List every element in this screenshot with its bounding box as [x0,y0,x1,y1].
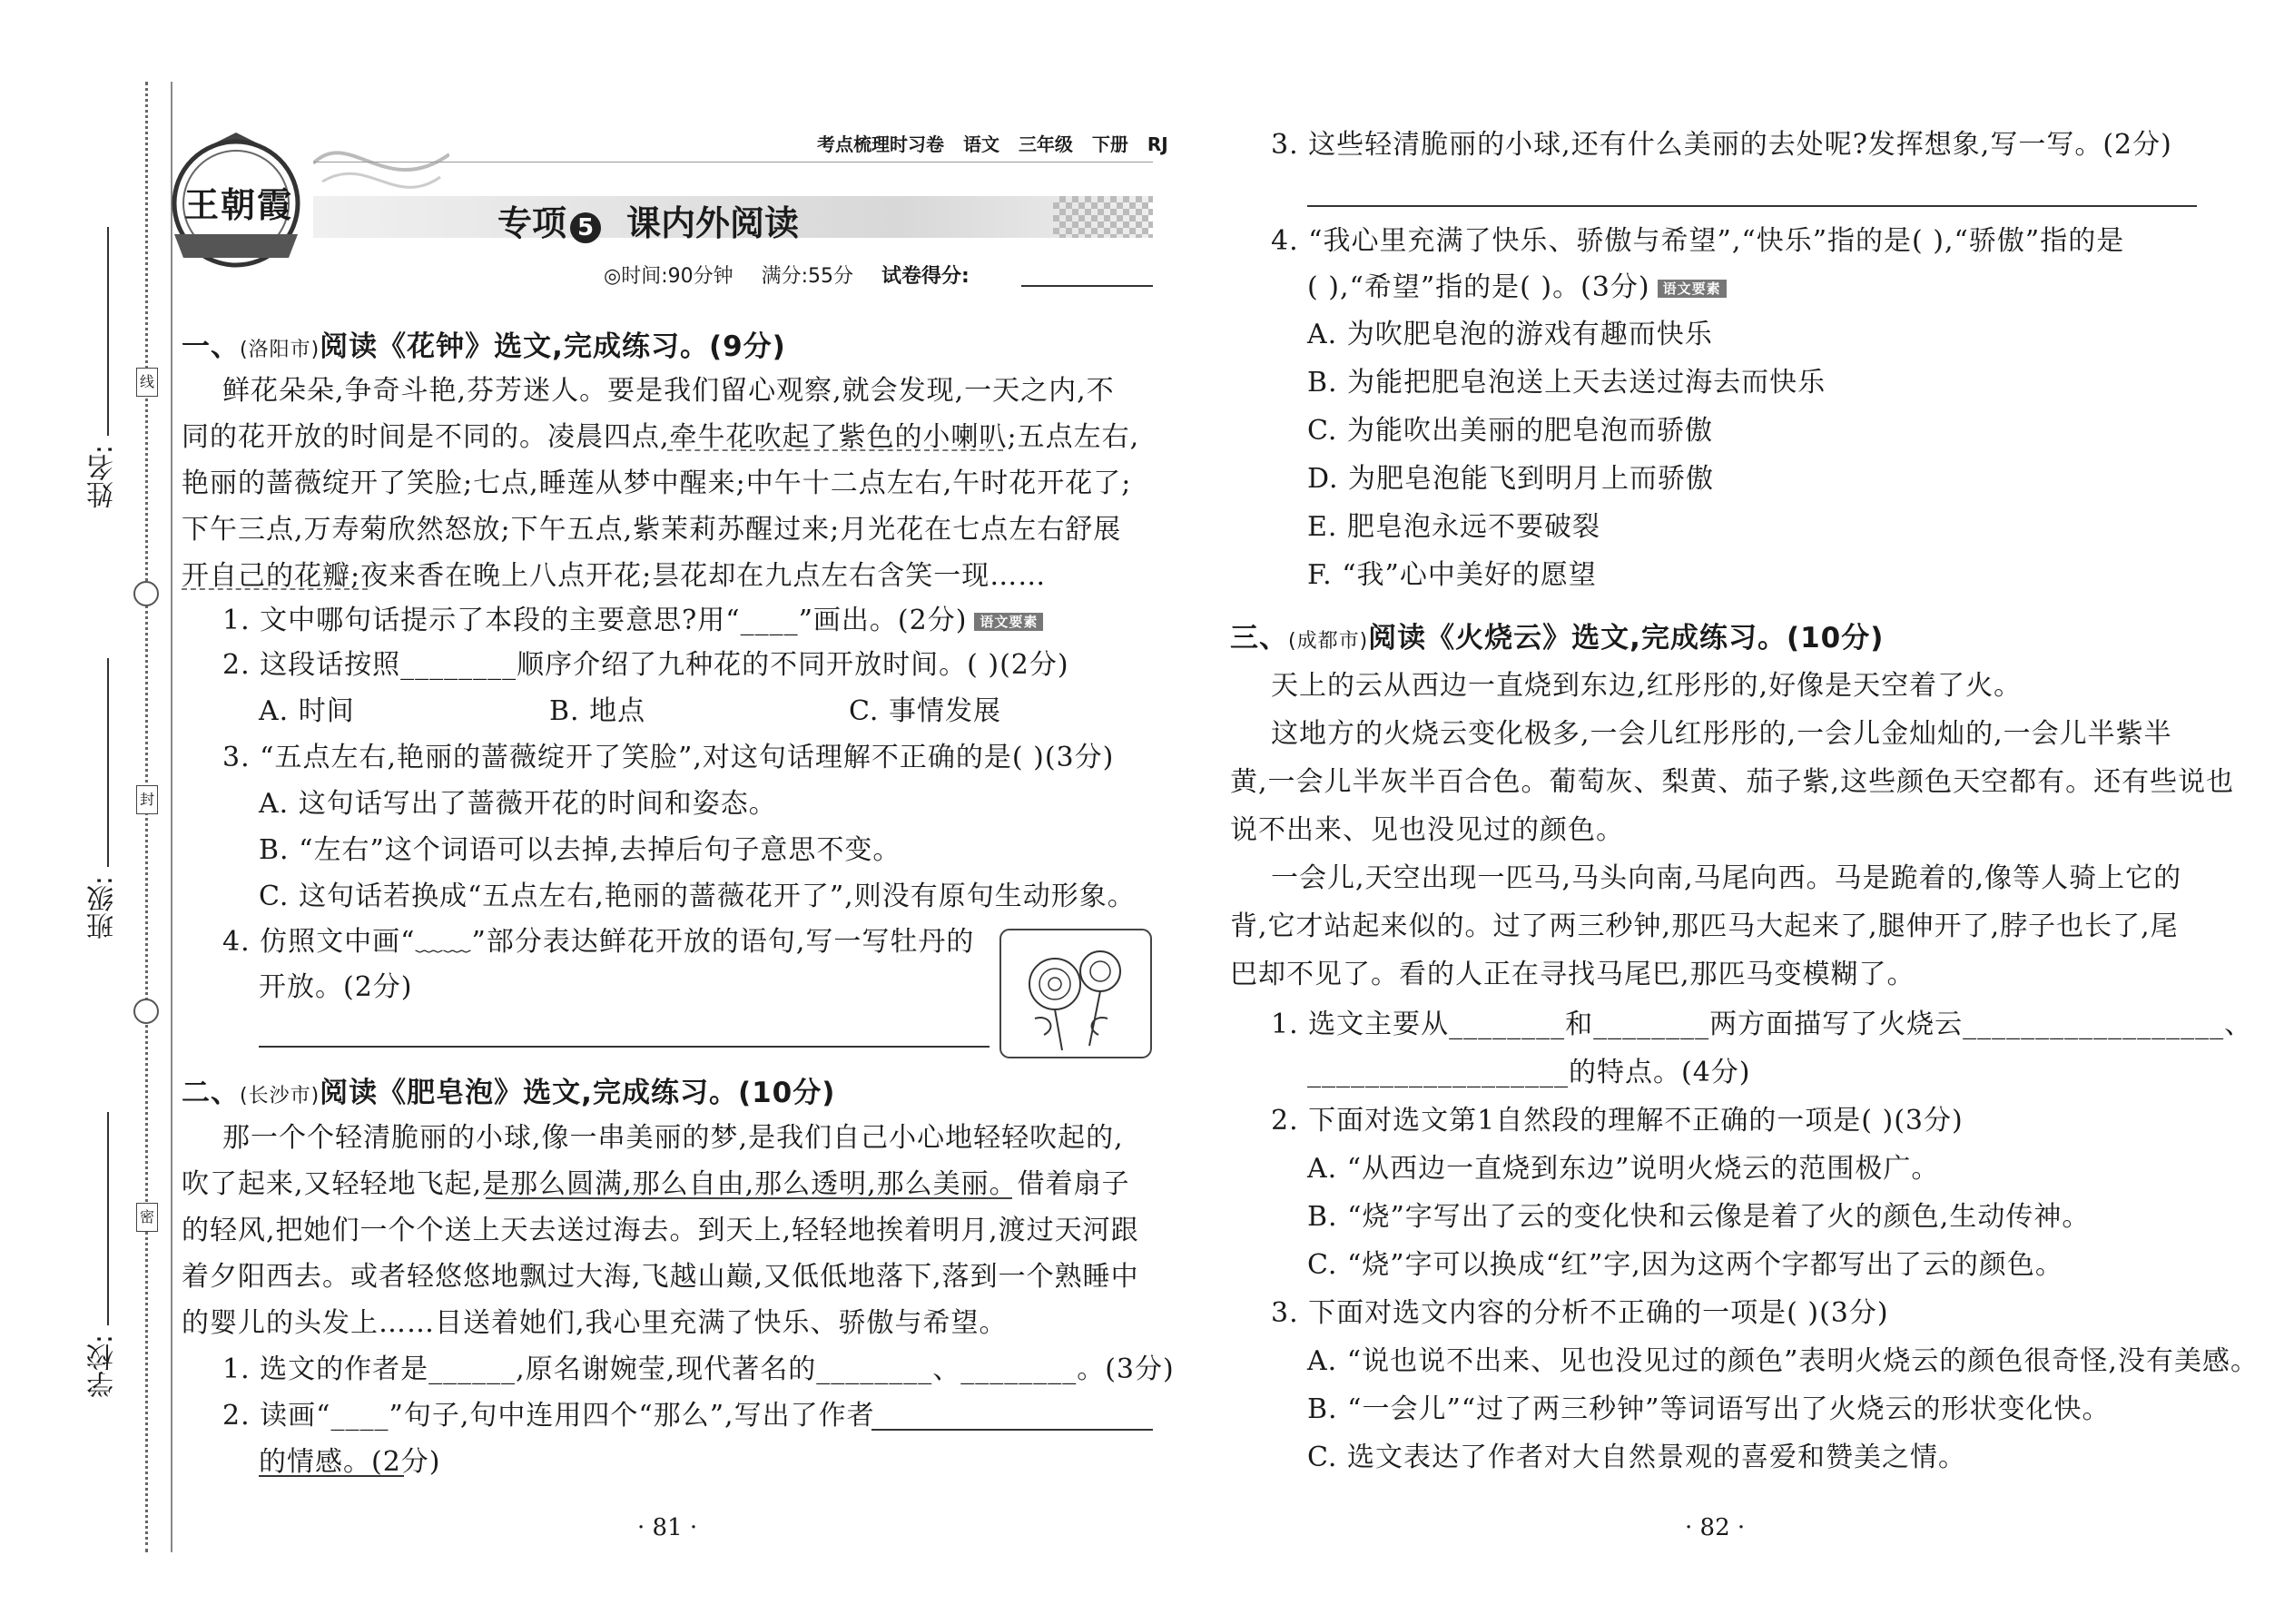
q1-2-option[interactable]: A. 时间 [259,695,355,727]
answer-line-q2-2b[interactable] [259,1475,404,1477]
q2-4-option[interactable]: F. “我”心中美好的愿望 [1307,559,1597,591]
passage-2-line: 的婴儿的头发上……目送着她们,我心里充满了快乐、骄傲与希望。 [182,1307,1008,1339]
subject: 语文 [962,133,999,155]
answer-line-q1-4[interactable] [259,1046,989,1048]
q2-4-option[interactable]: B. 为能把肥皂泡送上天去送过海去而快乐 [1307,367,1826,399]
passage-3-line: 黄,一会儿半灰半百合色。葡萄灰、梨黄、茄子紫,这些颜色天空都有。还有些说也 [1230,766,2235,798]
name-label: 姓名: [87,445,119,509]
section-1-heading: 一、(洛阳市)阅读《花钟》选文,完成练习。(9分) [182,330,786,363]
score-label: 试卷得分: [881,265,970,288]
question-1-1: 1. 文中哪句话提示了本段的主要意思?用“____”画出。(2分) 语文要素 [222,603,1043,639]
question-2-2: 2. 读画“____”句子,句中连用四个“那么”,写出了作者 [222,1400,875,1432]
page-title [497,195,799,245]
tag-yuwen-yaosu: 语文要素 [974,613,1043,631]
grade: 三年级 [1018,133,1073,155]
exam-info [604,261,970,289]
page-number-81: · 81 · [637,1514,698,1541]
q3-2-option[interactable]: A. “从西边一直烧到东边”说明火烧云的范围极广。 [1307,1153,1940,1185]
straight-underline [486,1197,1012,1199]
series-name: 考点梳理时习卷 [817,133,944,155]
title-number-badge: 5 [570,212,601,243]
page-number-82: · 82 · [1685,1514,1746,1541]
q1-2-option[interactable]: B. 地点 [549,695,646,727]
q1-2-option[interactable]: C. 事情发展 [849,695,1001,727]
name-write-line[interactable] [107,227,109,436]
peony-illustration [999,928,1153,1059]
question-3-1: 1. 选文主要从________和________两方面描写了火烧云__________________、 [1271,1009,2253,1040]
passage-1-line: 同的花开放的时间是不同的。凌晨四点,牵牛花吹起了紫色的小喇叭;五点左右, [182,421,1140,453]
answer-line-q2-2[interactable] [871,1429,1153,1431]
binding-solid-line [171,82,172,1552]
q2-4-option[interactable]: E. 肥皂泡永远不要破裂 [1307,511,1600,543]
seal-box-feng: 封 [136,785,158,814]
q2-4-option[interactable]: A. 为吹肥皂泡的游戏有趣而快乐 [1307,319,1713,350]
passage-2-line: 的轻风,把她们一个个送上天去送过海去。到天上,轻轻地挨着明月,渡过天河跟 [182,1215,1139,1246]
question-2-4-cont: ( ),“希望”指的是( )。(3分) 语文要素 [1307,270,1727,306]
header-meta [817,130,1168,156]
passage-2-line: 吹了起来,又轻轻地飞起,是那么圆满,那么自由,那么透明,那么美丽。借着扇子 [182,1168,1130,1200]
binding-hole-icon [133,999,159,1024]
time-limit: ◎时间:90分钟 [604,265,733,288]
wavy-underline [667,449,1003,451]
seal-box-xian: 线 [136,368,158,397]
question-2-1: 1. 选文的作者是______,原名谢婉莹,现代著名的________、________。(3分) [222,1353,1175,1385]
q1-3-option[interactable]: A. 这句话写出了蔷薇开花的时间和姿态。 [259,788,777,820]
passage-1-line: 艳丽的蔷薇绽开了笑脸;七点,睡莲从梦中醒来;中午十二点左右,午时花开花了; [182,468,1132,499]
passage-1-line: 鲜花朵朵,争奇斗艳,芬芳迷人。要是我们留心观察,就会发现,一天之内,不 [222,375,1115,407]
passage-3-line: 说不出来、见也没见过的颜色。 [1230,814,1624,846]
question-1-4: 4. 仿照文中画“﹏﹏”部分表达鲜花开放的语句,写一写牡丹的 [222,926,975,958]
binding-dotted-line [145,82,148,1552]
q3-3-option[interactable]: C. 选文表达了作者对大自然景观的喜爱和赞美之情。 [1307,1442,1966,1473]
question-2-3: 3. 这些轻清脆丽的小球,还有什么美丽的去处呢?发挥想象,写一写。(2分) [1271,129,2172,161]
passage-3-line: 一会儿,天空出现一匹马,马头向南,马尾向西。马是跪着的,像等人骑上它的 [1271,862,2182,894]
section-3-heading: 三、(成都市)阅读《火烧云》选文,完成练习。(10分) [1230,622,1885,655]
q3-2-option[interactable]: B. “烧”字写出了云的变化快和云像是着了火的颜色,生动传神。 [1307,1201,2091,1233]
answer-line-q2-3[interactable] [1307,205,2197,207]
full-score: 满分:55分 [761,265,854,288]
question-1-2: 2. 这段话按照________顺序介绍了九种花的不同开放时间。( )(2分) [222,649,1069,681]
q2-4-option[interactable]: D. 为肥皂泡能飞到明月上而骄傲 [1307,463,1715,495]
section-2-heading: 二、(长沙市)阅读《肥皂泡》选文,完成练习。(10分) [182,1077,836,1109]
passage-1-line: 开自己的花瓣;夜来香在晚上八点开花;昙花却在九点左右含笑一现…… [182,560,1047,592]
q2-4-option[interactable]: C. 为能吹出美丽的肥皂泡而骄傲 [1307,415,1713,447]
score-field[interactable] [1021,285,1153,287]
question-1-3: 3. “五点左右,艳丽的蔷薇绽开了笑脸”,对这句话理解不正确的是( )(3分) [222,742,1115,773]
q1-3-option[interactable]: C. 这句话若换成“五点左右,艳丽的蔷薇花开了”,则没有原句生动形象。 [259,881,1136,912]
binding-hole-icon [133,581,159,606]
q3-3-option[interactable]: A. “说也说不出来、见也没见过的颜色”表明火烧云的颜色很奇怪,没有美感。 [1307,1345,2259,1377]
title-prefix: 专项 [497,203,567,243]
question-3-1-cont: __________________的特点。(4分) [1307,1057,1751,1088]
q1-3-option[interactable]: B. “左右”这个词语可以去掉,去掉后句子意思不变。 [259,834,901,866]
title-text: 课内外阅读 [626,203,800,243]
seal-box-mi: 密 [136,1203,158,1232]
question-2-4: 4. “我心里充满了快乐、骄傲与希望”,“快乐”指的是( ),“骄傲”指的是 [1271,225,2125,257]
school-write-line[interactable] [107,1112,109,1325]
q3-3-option[interactable]: B. “一会儿”“过了两三秒钟”等词语写出了火烧云的形状变化快。 [1307,1393,2111,1425]
volume: 下册 [1091,133,1128,155]
logo-text: 王朝霞 [184,184,294,225]
passage-2-line: 那一个个轻清脆丽的小球,像一串美丽的梦,是我们自己小心地轻轻吹起的, [222,1122,1124,1154]
question-2-2-cont: 的情感。(2分) [259,1446,441,1478]
passage-3-line: 这地方的火烧云变化极多,一会儿红彤彤的,一会儿金灿灿的,一会儿半紫半 [1271,718,2172,750]
q3-2-option[interactable]: C. “烧”字可以换成“红”字,因为这两个字都写出了云的颜色。 [1307,1249,2063,1281]
passage-1-line: 下午三点,万寿菊欣然怒放;下午五点,紫茉莉苏醒过来;月光花在七点左右舒展 [182,514,1122,546]
passage-2-line: 着夕阳西去。或者轻悠悠地飘过大海,飞越山巅,又低低地落下,落到一个熟睡中 [182,1261,1139,1293]
passage-3-line: 背,它才站起来似的。过了两三秒钟,那匹马大起来了,腿伸开了,脖子也长了,尾 [1230,910,2179,942]
wavy-underline [182,588,368,590]
checker-decoration [1053,196,1153,238]
question-3-2: 2. 下面对选文第1自然段的理解不正确的一项是( )(3分) [1271,1105,1964,1137]
passage-3-line: 巴却不见了。看的人正在寻找马尾巴,那匹马变模糊了。 [1230,959,1915,990]
passage-3-line: 天上的云从西边一直烧到东边,红彤彤的,好像是天空着了火。 [1271,670,2023,702]
class-write-line[interactable] [107,658,109,867]
edition: RJ [1147,133,1168,155]
question-3-3: 3. 下面对选文内容的分析不正确的一项是( )(3分) [1271,1297,1889,1329]
question-1-4-cont: 开放。(2分) [259,971,413,1003]
class-label: 班级: [87,876,119,940]
tag-yuwen-yaosu: 语文要素 [1658,280,1727,298]
school-label: 学校: [87,1334,119,1399]
